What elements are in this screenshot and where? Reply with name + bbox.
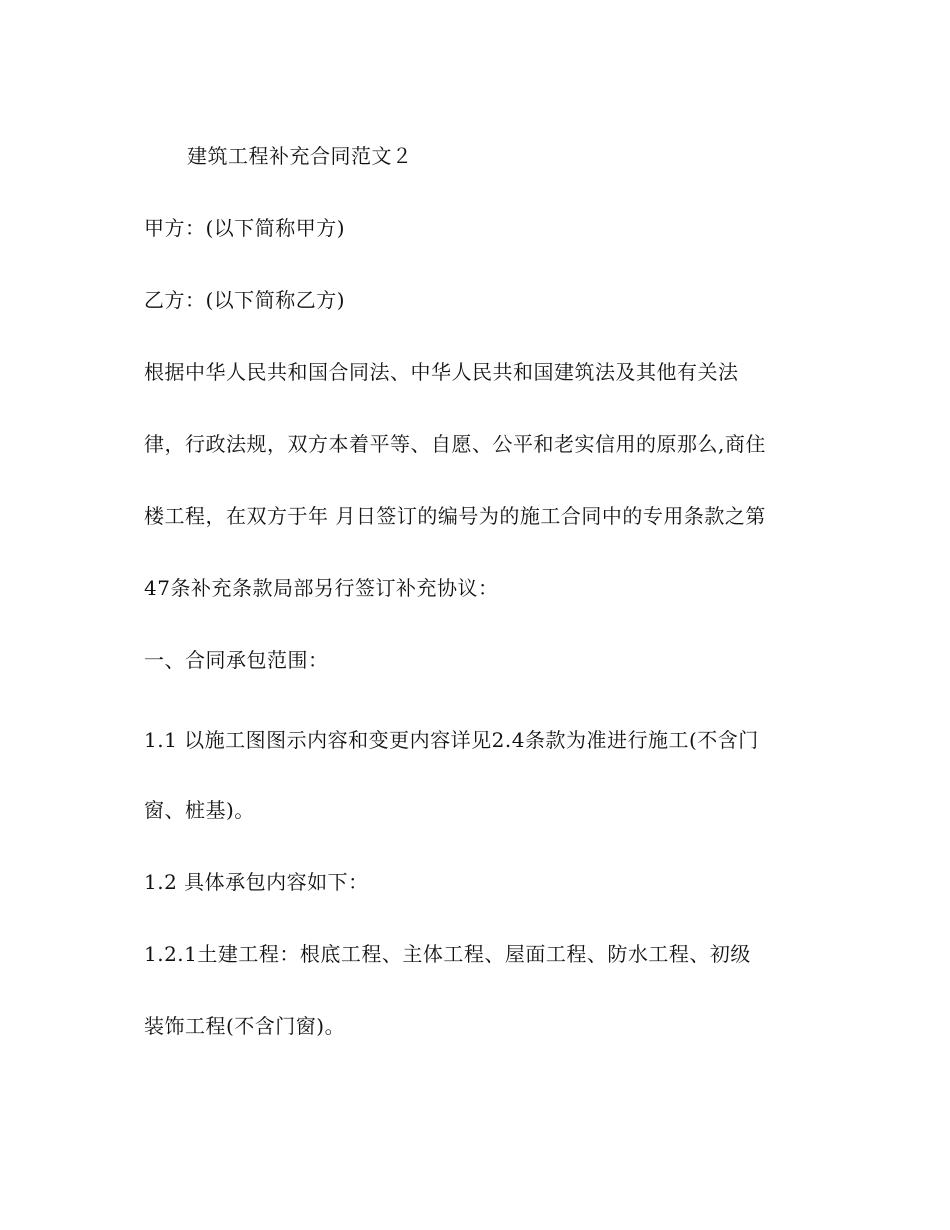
- clause-1-2-1-line-1: 1.2.1土建工程：根底工程、主体工程、屋面工程、防水工程、初级: [144, 942, 751, 966]
- party-b-line: 乙方：(以下简称乙方): [144, 288, 346, 312]
- clause-1-2: 1.2 具体承包内容如下：: [144, 870, 369, 894]
- party-a-line: 甲方：(以下简称甲方): [144, 216, 346, 240]
- document-title: 建筑工程补充合同范文２: [187, 144, 413, 168]
- preamble-line-1: 根据中华人民共和国合同法、中华人民共和国建筑法及其他有关法: [144, 360, 739, 384]
- preamble-line-2: 律，行政法规，双方本着平等、自愿、公平和老实信用的原那么,商住: [144, 432, 766, 456]
- clause-1-1-line-1: 1.1 以施工图图示内容和变更内容详见2.4条款为准进行施工(不含门: [144, 728, 759, 752]
- clause-1-2-1-line-2: 装饰工程(不含门窗)。: [144, 1014, 346, 1038]
- preamble-line-4: 47条补充条款局部另行签订补充协议：: [144, 576, 499, 600]
- preamble-line-3: 楼工程，在双方于年 月日签订的编号为的施工合同中的专用条款之第: [144, 504, 766, 528]
- section-heading-scope: 一、合同承包范围：: [144, 648, 329, 672]
- clause-1-1-line-2: 窗、桩基)。: [144, 798, 255, 822]
